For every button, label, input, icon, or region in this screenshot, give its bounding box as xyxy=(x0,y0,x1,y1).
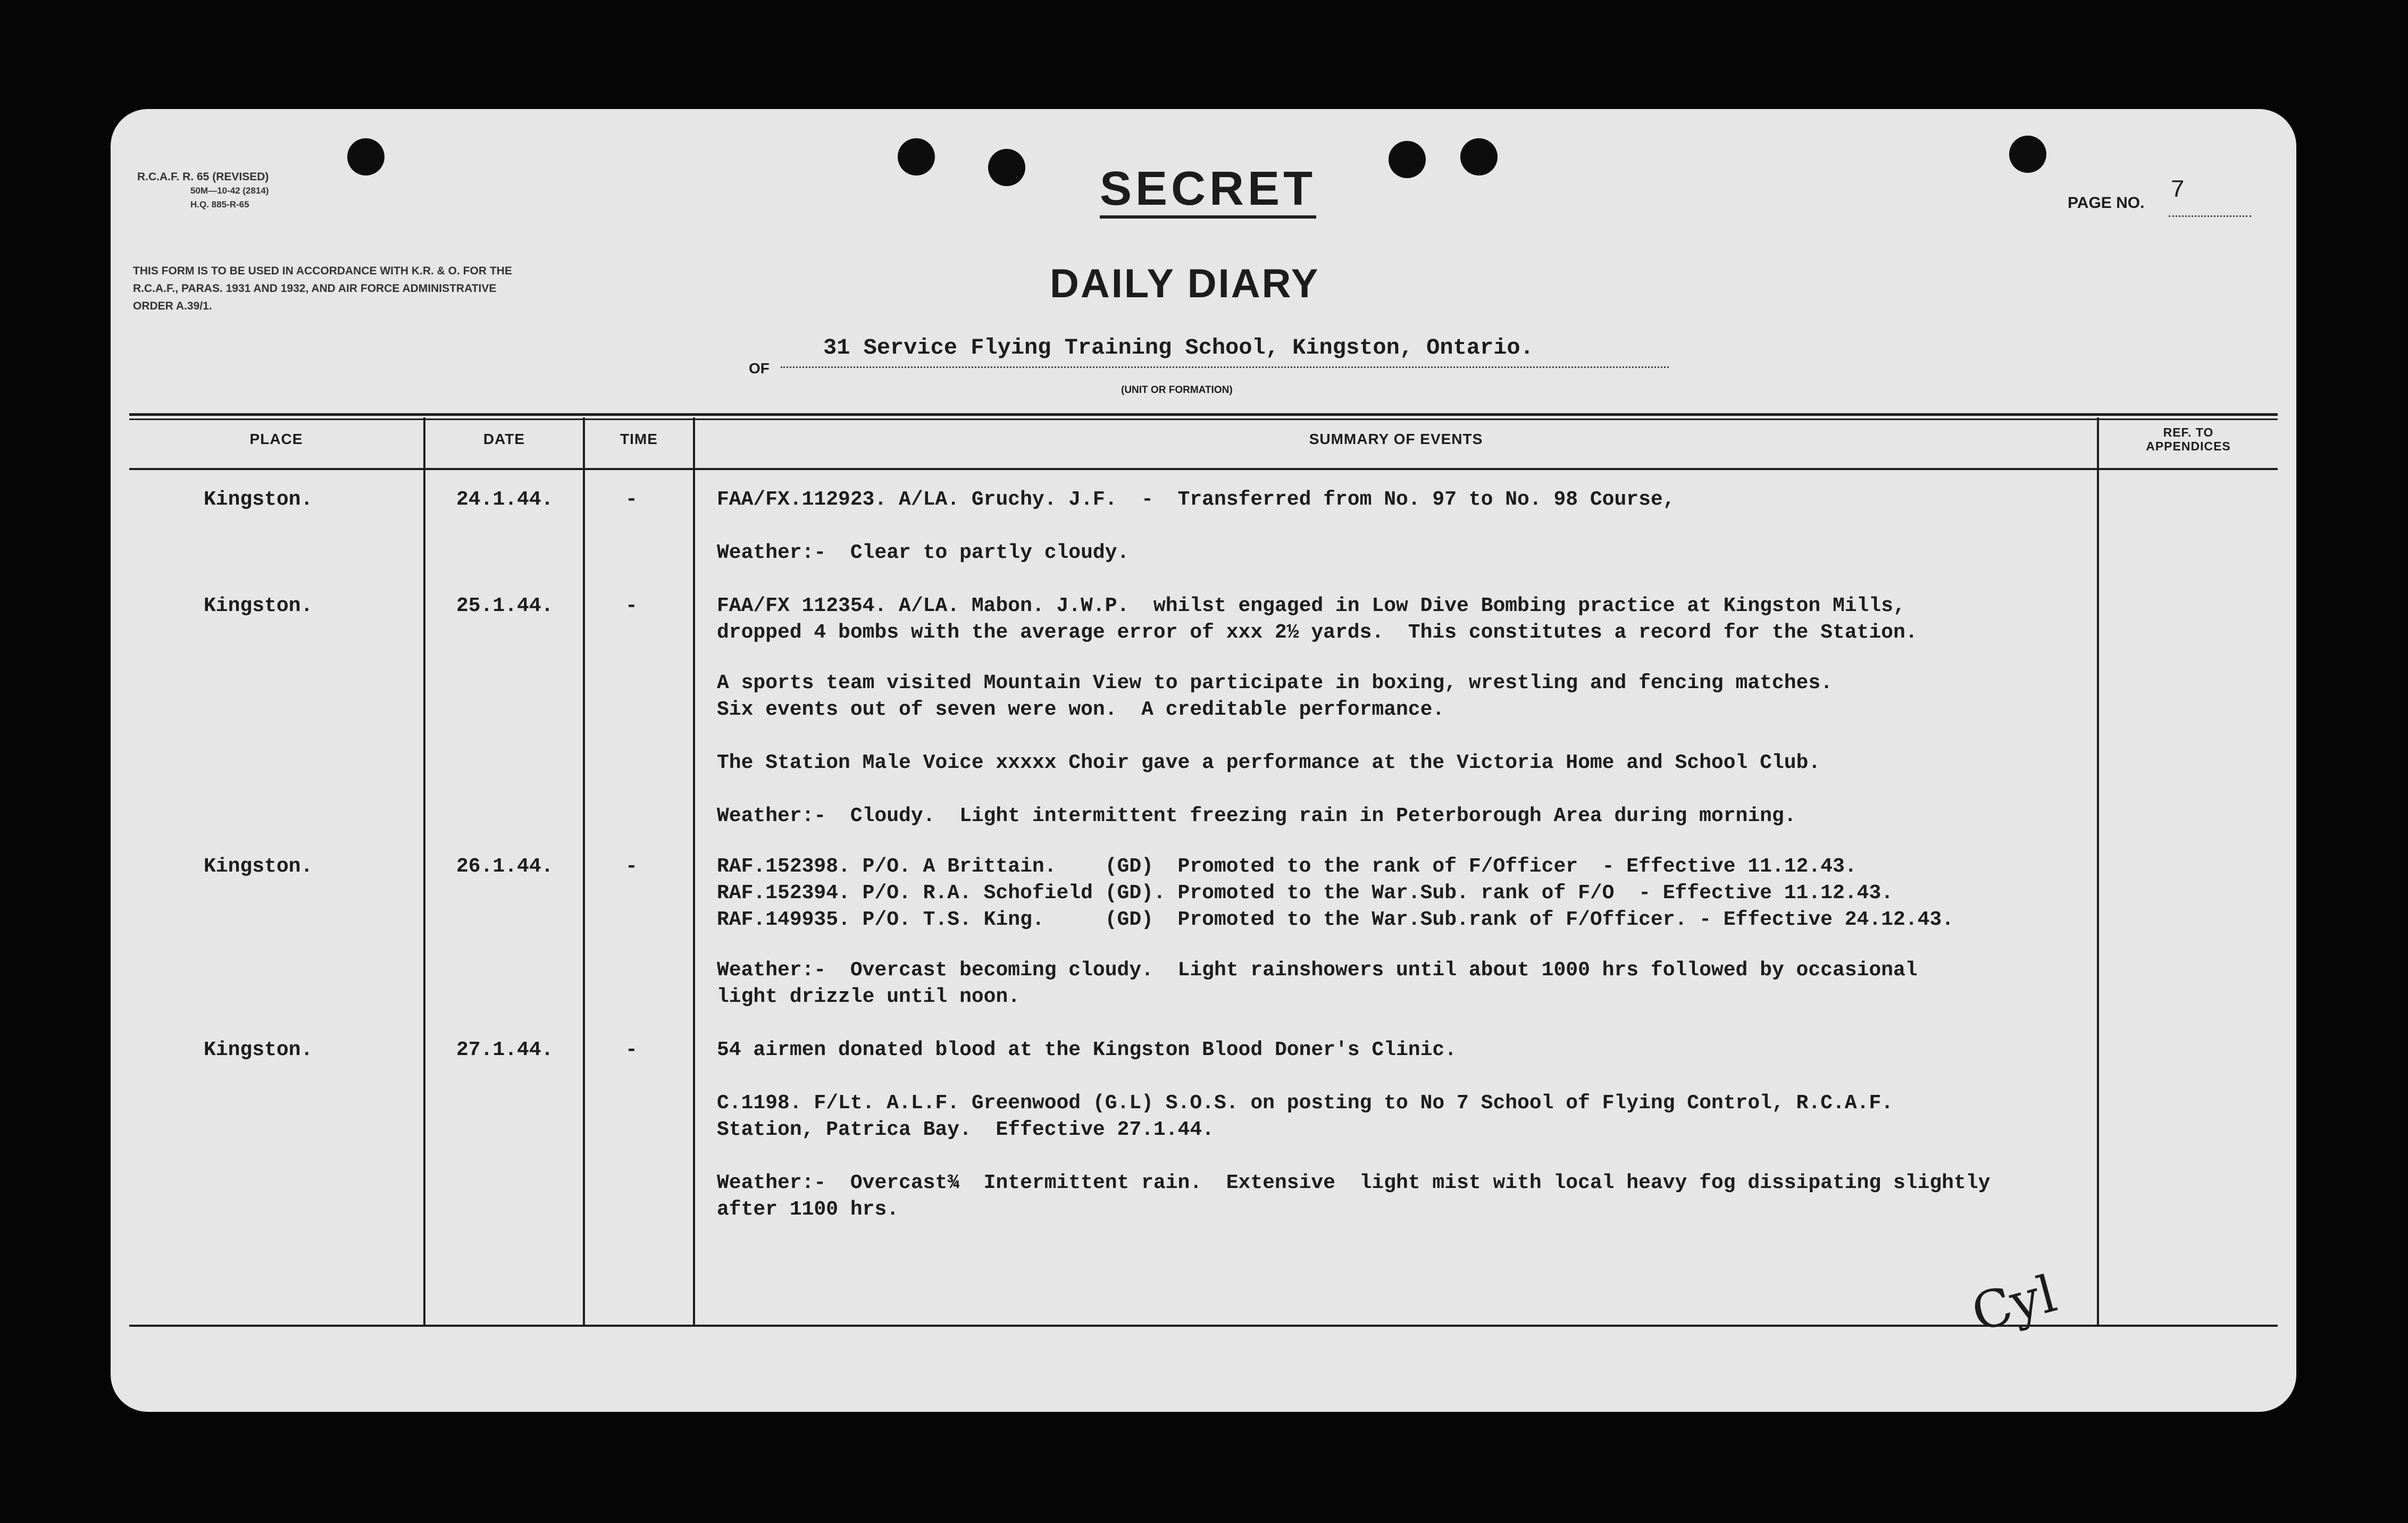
form-title: DAILY DIARY xyxy=(1050,261,1320,306)
punch-hole xyxy=(988,149,1025,186)
punch-hole xyxy=(347,138,384,175)
column-divider xyxy=(693,417,695,1327)
page-number-label: PAGE NO. xyxy=(2068,194,2145,212)
column-divider xyxy=(2097,417,2099,1327)
entry-summary-line: light drizzle until noon. xyxy=(717,985,1021,1008)
punch-hole xyxy=(1389,141,1426,178)
column-header-date: DATE xyxy=(483,431,525,447)
entry-place: Kingston. xyxy=(204,595,313,617)
entry-summary-line: A sports team visited Mountain View to participate in boxing, wrestling and fencing matches. xyxy=(717,672,1833,694)
entry-summary-line: The Station Male Voice xxxxx Choir gave a performance at the Victoria Home and School Club. xyxy=(717,751,1821,774)
table-top-rule xyxy=(129,419,2278,420)
entry-place: Kingston. xyxy=(204,488,313,511)
page-number-value: 7 xyxy=(2170,177,2185,204)
entry-time: - xyxy=(625,855,638,878)
security-classification: SECRET xyxy=(1100,162,1316,219)
form-code-line: H.Q. 885-R-65 xyxy=(190,199,249,210)
entry-summary-line: Weather:- Clear to partly cloudy. xyxy=(717,541,1130,564)
form-code-line: 50M—10-42 (2814) xyxy=(190,186,269,196)
entry-date: 24.1.44. xyxy=(456,488,554,511)
column-header-place: PLACE xyxy=(249,431,303,447)
table-bottom-rule xyxy=(129,1325,2278,1327)
unit-name: 31 Service Flying Training School, Kingston, Ontario. xyxy=(823,335,1534,361)
entry-summary-line: after 1100 hrs. xyxy=(717,1198,899,1221)
entry-summary-line: FAA/FX.112923. A/LA. Gruchy. J.F. - Transferred from No. 97 to No. 98 Course, xyxy=(717,488,1675,511)
entry-place: Kingston. xyxy=(204,855,313,878)
table-top-rule xyxy=(129,413,2278,416)
entry-summary-line: Weather:- Overcast becoming cloudy. Light rainshowers until about 1000 hrs followed by occasional xyxy=(717,959,1918,982)
entry-summary-line: FAA/FX 112354. A/LA. Mabon. J.W.P. whilst engaged in Low Dive Bombing practice at Kingston Mills, xyxy=(717,595,1905,617)
entry-place: Kingston. xyxy=(204,1039,313,1061)
entry-summary-line: Weather:- Overcast¾ Intermittent rain. Extensive light mist with local heavy fog dissipating slightly xyxy=(717,1171,1991,1194)
entry-summary-line: dropped 4 bombs with the average error of xxx 2½ yards. This constitutes a record for the Station. xyxy=(717,621,1918,644)
entry-date: 25.1.44. xyxy=(456,595,554,617)
column-header-summary: SUMMARY OF EVENTS xyxy=(1309,431,1483,447)
form-code xyxy=(137,170,269,212)
header-bottom-rule xyxy=(129,468,2278,470)
column-divider xyxy=(423,417,425,1327)
entry-time: - xyxy=(625,1039,638,1061)
column-divider xyxy=(583,417,585,1327)
entry-summary-line: 54 airmen donated blood at the Kingston Blood Doner's Clinic. xyxy=(717,1039,1457,1061)
entry-time: - xyxy=(625,488,638,511)
entry-summary-line: RAF.149935. P/O. T.S. King. (GD) Promoted to the War.Sub.rank of F/Officer. - Effective 24.12.43. xyxy=(717,908,1954,931)
column-header-appendices-line: REF. TO xyxy=(2163,425,2214,439)
column-header-time: TIME xyxy=(620,431,658,447)
form-code-line: R.C.A.F. R. 65 (REVISED) xyxy=(137,171,269,183)
punch-hole xyxy=(1460,138,1498,175)
punch-hole xyxy=(898,138,935,175)
entry-summary-line: Station, Patrica Bay. Effective 27.1.44. xyxy=(717,1118,1214,1141)
unit-of-label: OF xyxy=(749,360,770,376)
unit-underline xyxy=(781,366,1669,368)
form-instructions: THIS FORM IS TO BE USED IN ACCORDANCE WITH K.R. & O. FOR THE R.C.A.F., PARAS. 1931 AND 1932, AND AIR FORCE ADMINISTRATIVE ORDER A.39/1. xyxy=(133,265,512,312)
entry-time: - xyxy=(625,595,638,617)
entry-date: 27.1.44. xyxy=(456,1039,554,1061)
punch-hole xyxy=(2009,136,2046,173)
entry-date: 26.1.44. xyxy=(456,855,554,878)
unit-caption: (UNIT OR FORMATION) xyxy=(1121,384,1233,396)
entry-summary-line: RAF.152398. P/O. A Brittain. (GD) Promoted to the rank of F/Officer - Effective 11.12.43. xyxy=(717,855,1857,878)
entry-summary-line: Weather:- Cloudy. Light intermittent freezing rain in Peterborough Area during morning. xyxy=(717,805,1796,827)
column-header-appendices xyxy=(2099,425,2278,453)
diary-form-sheet xyxy=(111,109,2296,1412)
column-header-appendices-line: APPENDICES xyxy=(2146,439,2231,453)
page-number-underline xyxy=(2169,215,2251,217)
entry-summary-line: RAF.152394. P/O. R.A. Schofield (GD). Promoted to the War.Sub. rank of F/O - Effective 11.12.43. xyxy=(717,882,1893,905)
initials-signature: Cyl xyxy=(1966,1263,2063,1343)
entry-summary-line: C.1198. F/Lt. A.L.F. Greenwood (G.L) S.O.S. on posting to No 7 School of Flying Control, R.C.A.F. xyxy=(717,1092,1893,1115)
entry-summary-line: Six events out of seven were won. A creditable performance. xyxy=(717,698,1445,721)
